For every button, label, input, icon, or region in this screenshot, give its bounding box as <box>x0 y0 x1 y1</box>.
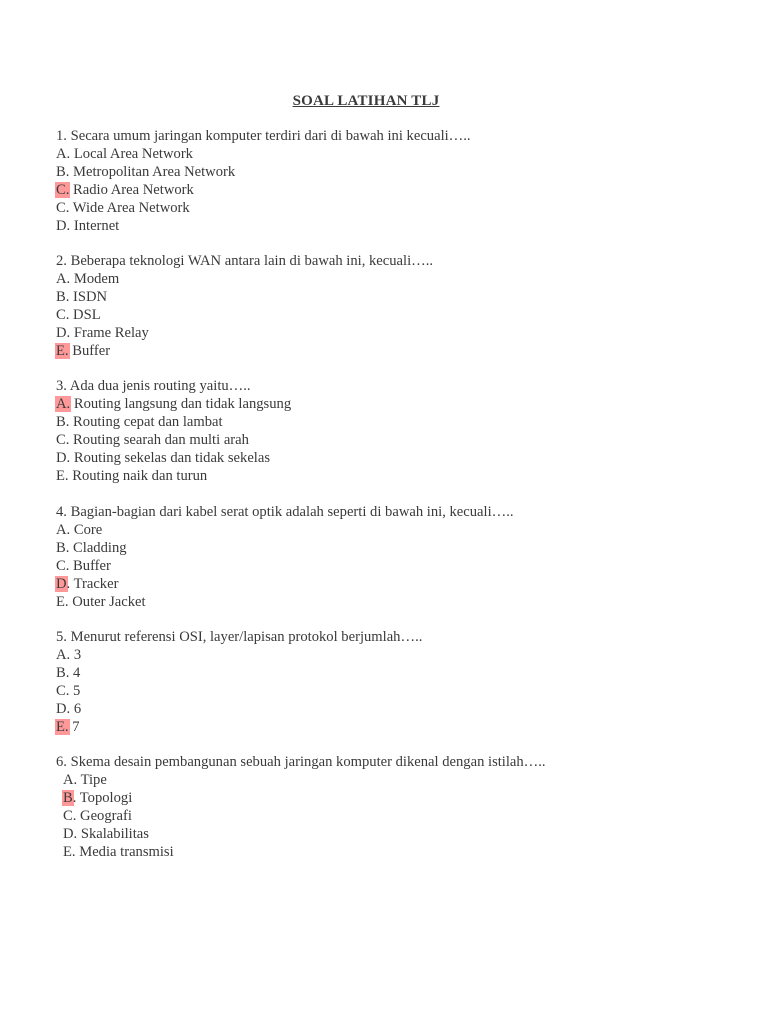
answer-text: . Topologi <box>72 789 133 806</box>
answer-letter: B. <box>56 288 70 305</box>
answer-letter: C. <box>56 431 70 448</box>
answer-letter: E. <box>63 843 76 860</box>
highlighted-answer-letter: B <box>63 789 73 806</box>
answer-option <box>56 522 514 540</box>
answer-option <box>56 790 546 808</box>
answer-text: 6 <box>70 700 82 717</box>
document-title: SOAL LATIHAN TLJ <box>292 93 440 109</box>
answer-letter: C. <box>56 682 70 699</box>
answer-option <box>56 289 433 307</box>
answer-option <box>56 665 422 683</box>
answer-letter: D. <box>56 700 71 717</box>
answer-text: Tipe <box>77 771 107 788</box>
question-stem: 6. Skema desain pembangunan sebuah jaringan komputer dikenal dengan istilah….. <box>56 754 546 770</box>
answer-text: Geografi <box>76 807 132 824</box>
answer-letter: A. <box>56 270 71 287</box>
answer-text: 5 <box>69 682 81 699</box>
question-5 <box>56 629 422 736</box>
answer-letter: B. <box>56 413 70 430</box>
answer-text: Local Area Network <box>70 145 193 162</box>
answer-text: 7 <box>68 718 80 735</box>
answer-option <box>56 701 422 719</box>
answer-text: Buffer <box>69 557 111 574</box>
answer-text: Metropolitan Area Network <box>69 163 236 180</box>
answer-option <box>56 468 291 486</box>
answer-letter: D. <box>56 217 71 234</box>
answer-text: 4 <box>69 664 81 681</box>
answer-letter: B. <box>56 539 70 556</box>
answer-option <box>56 719 422 737</box>
question-3 <box>56 378 291 485</box>
answer-letter: D. <box>56 449 71 466</box>
answer-text: Routing searah dan multi arah <box>69 431 249 448</box>
answer-option <box>56 307 433 325</box>
answer-option <box>56 164 471 182</box>
question-2 <box>56 253 433 360</box>
answer-text: Frame Relay <box>70 324 149 341</box>
answer-text: Internet <box>70 217 120 234</box>
answer-text: Modem <box>70 270 120 287</box>
question-6 <box>56 754 546 861</box>
answer-letter: B. <box>56 664 70 681</box>
answer-text: Radio Area Network <box>69 181 194 198</box>
answer-letter: E. <box>56 593 69 610</box>
question-stem: 2. Beberapa teknologi WAN antara lain di bawah ini, kecuali….. <box>56 253 434 269</box>
answer-option <box>56 200 471 218</box>
answer-option <box>56 558 514 576</box>
answer-option <box>56 343 433 361</box>
answer-letter: E. <box>56 467 69 484</box>
answer-text: Routing langsung dan tidak langsung <box>70 395 292 412</box>
answer-letter: A. <box>56 521 71 538</box>
answer-text: ISDN <box>69 288 108 305</box>
answer-text: Cladding <box>69 539 127 556</box>
answer-option <box>56 808 546 826</box>
answer-option <box>56 396 291 414</box>
answer-letter: C. <box>56 199 70 216</box>
answer-text: Routing cepat dan lambat <box>69 413 223 430</box>
answer-option <box>56 594 514 612</box>
answer-option <box>56 271 433 289</box>
question-stem: 3. Ada dua jenis routing yaitu….. <box>56 378 251 394</box>
answer-text: Routing naik dan turun <box>68 467 208 484</box>
answer-option <box>56 218 471 236</box>
answer-letter: A. <box>56 646 71 663</box>
question-1 <box>56 128 471 235</box>
answer-option <box>56 540 514 558</box>
answer-text: Buffer <box>68 342 111 359</box>
answer-letter: C. <box>56 557 70 574</box>
answer-text: Skalabilitas <box>77 825 149 842</box>
question-stem: 1. Secara umum jaringan komputer terdiri dari di bawah ini kecuali….. <box>56 128 471 144</box>
answer-letter: D. <box>56 324 71 341</box>
highlighted-answer-letter: E. <box>56 342 69 359</box>
answer-text: 3 <box>70 646 82 663</box>
answer-option <box>56 826 546 844</box>
highlighted-answer-letter: A. <box>56 395 71 412</box>
answer-text: Core <box>70 521 103 538</box>
answer-text: Wide Area Network <box>69 199 190 216</box>
answer-option <box>56 683 422 701</box>
answer-option <box>56 844 546 862</box>
answer-option <box>56 325 433 343</box>
answer-text: Media transmisi <box>75 843 174 860</box>
question-stem: 5. Menurut referensi OSI, layer/lapisan protokol berjumlah….. <box>56 629 423 645</box>
answer-text: Routing sekelas dan tidak sekelas <box>70 449 271 466</box>
answer-option <box>56 432 291 450</box>
question-stem: 4. Bagian-bagian dari kabel serat optik adalah seperti di bawah ini, kecuali….. <box>56 504 514 520</box>
highlighted-answer-letter: E. <box>56 718 69 735</box>
answer-letter: B. <box>56 163 70 180</box>
answer-text: . Tracker <box>66 575 119 592</box>
answer-option <box>56 576 514 594</box>
answer-option <box>56 182 471 200</box>
answer-letter: D. <box>63 825 78 842</box>
answer-letter: A. <box>56 145 71 162</box>
highlighted-answer-letter: C. <box>56 181 70 198</box>
answer-option <box>56 146 471 164</box>
question-4 <box>56 504 514 611</box>
answer-option <box>56 647 422 665</box>
highlighted-answer-letter: D <box>56 575 67 592</box>
answer-text: Outer Jacket <box>68 593 146 610</box>
answer-option <box>56 772 546 790</box>
answer-option <box>56 414 291 432</box>
answer-letter: A. <box>63 771 78 788</box>
answer-text: DSL <box>69 306 101 323</box>
answer-option <box>56 450 291 468</box>
answer-letter: C. <box>63 807 77 824</box>
answer-letter: C. <box>56 306 70 323</box>
